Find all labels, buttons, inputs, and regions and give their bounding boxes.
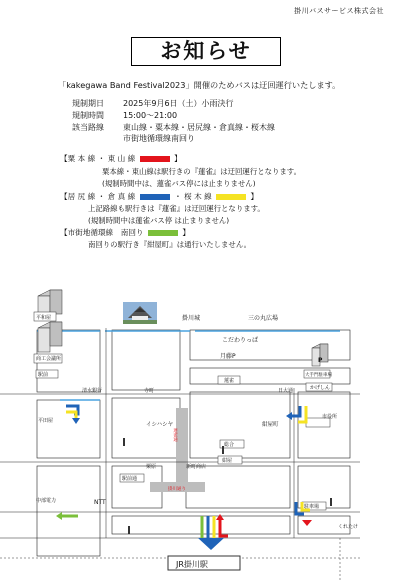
label-renjaku-street: 連雀通 [172,428,178,442]
label-nishihara: 中部電力 [36,498,57,504]
label-p-mark: P [318,357,323,364]
label-ntt: NTT [94,499,106,506]
label-kakegawa-road: 掛川通り [168,487,186,492]
block-sw [37,466,100,556]
section-heading-3-text: 【市街地循環線 南回り [60,228,144,237]
time-value: 15:00～21:00 [123,111,178,120]
detour-map [0,288,410,580]
legend-green-swatch [148,230,178,236]
routes-value-1: 東山線・粟本線・居尻線・倉真線・桜木線 [123,123,275,132]
time-label: 規制時間 [72,111,104,120]
label-castle: 掛川城 [182,315,201,322]
section-heading-1-close: 】 [174,154,182,163]
routes-label: 該当路線 [72,123,104,132]
kakegawa-castle-image [123,302,157,324]
legend-red-swatch [140,156,170,162]
label-jr-station: JR掛川駅 [176,560,208,569]
block-shokou [37,400,100,458]
page-title: お知らせ [131,37,281,66]
label-bigpark: 大手門駐車場 [305,373,332,378]
label-bus-tag: 駅前 [38,372,49,378]
section-heading-1 [60,153,182,164]
label-kemisuke: 紺屋 [222,458,233,464]
section-heading-1-text: 【粟 本 線 ・ 東 山 線 [60,154,136,163]
label-tsukihara: 月藤P [220,353,236,360]
label-sogo: 総合 [224,442,235,448]
label-kuretaki: くれたけ [338,524,359,530]
label-nw: 平和屋 [36,315,52,321]
label-hirano: 平田屋 [38,418,54,424]
label-stop-se: 駐車場 [304,504,320,510]
label-kouya: 紺屋町 [262,422,279,428]
section-heading-3-close: 】 [182,228,190,237]
section-1-line-2: (規制時間中は、蓮雀バス停には止まりません) [102,179,256,188]
section-2-line-2: (規制時間中は蓮雀バス停 は止まりません) [88,216,230,225]
closed-road-vertical [176,408,188,486]
label-shokou: 商工会議所 [36,356,62,362]
routes-value-2: 市街地循環線南回り [123,134,195,143]
section-heading-2-close: 】 [250,192,259,201]
label-ekimae: 駅前通 [122,476,138,482]
section-heading-2-mid: ・ 桜 木 線 [174,192,212,201]
block-center-w [112,398,180,458]
label-hikigaiya: 日大通 [278,388,294,394]
block-castle [112,330,180,390]
label-shiyakusho: 市役所 [322,414,338,420]
section-heading-2 [60,191,258,202]
section-1-line-1: 粟本線・東山線は駅行きの『蓮雀』は迂回運行となります。 [102,167,301,176]
label-teramachi: 寺町 [144,388,155,394]
city-blocks [37,330,350,556]
section-heading-3 [60,227,190,238]
lead-text: 「kakegawa Band Festival2023」開催のためバスは迂回運行いたします。 [58,80,341,90]
date-label: 規制期日 [72,99,104,108]
label-kodawariya: こだわりっぱ [222,337,259,344]
company-name: 掛川バスサービス株式会社 [294,7,384,15]
date-value: 2025年9月6日（土）小雨決行 [123,99,234,108]
section-3-line-1: 南回りの駅行き『紺屋町』は通行いたしません。 [88,240,252,249]
label-renjaku-stop: 栗原 [146,464,157,470]
label-kashinoya: かげしん [310,385,331,391]
label-rensu: 蓮雀 [224,378,235,384]
legend-yellow-swatch [216,194,246,200]
label-shinmachi: 新町商店 [186,464,207,470]
section-2-line-1: 上記路線も駅行きは『蓮雀』は迂回運行となります。 [88,204,265,213]
legend-blue-swatch [140,194,170,200]
label-kiyomizu: 清水銀行 [82,388,103,394]
section-heading-2-text: 【居 尻 線 ・ 倉 真 線 [60,192,136,201]
label-sannomaru: 三の丸広場 [248,315,279,322]
block-s3 [298,466,350,508]
label-inshinmachi: イシハシヤ [146,422,174,428]
